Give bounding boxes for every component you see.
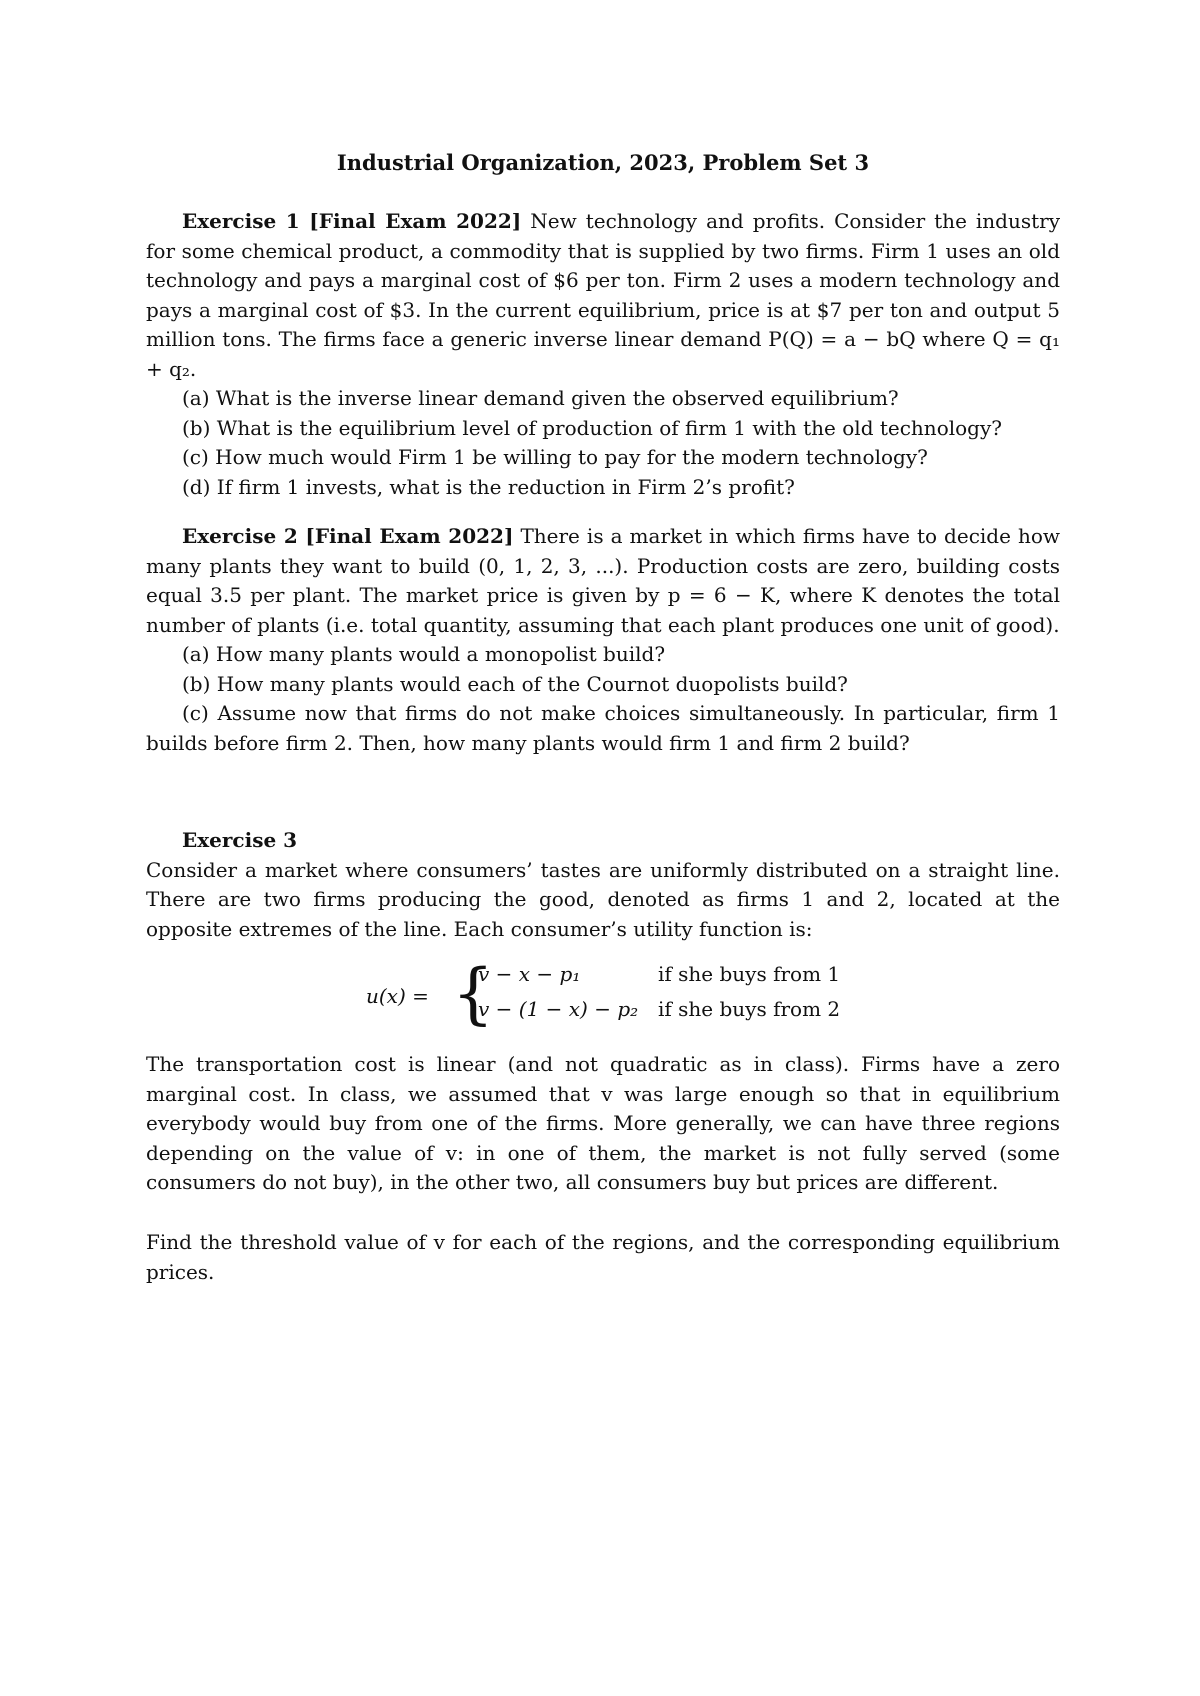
exercise-2 — [146, 522, 1060, 758]
exercise-3-heading: Exercise 3 — [182, 828, 298, 852]
exercise-3-paragraph-2: The transportation cost is linear (and not quadratic as in class). Firms have a zero marginal cost. In class, we assumed that v was large enough so that in equilibrium everybody would buy from one of the firms. More generally, we can have three regions depending on the value of v: in one of them, the market is not fully served (some consumers do not buy), in the other two, all consumers buy but prices are different. — [146, 1052, 1060, 1194]
exercise-2-question-b: (b) How many plants would each of the Cournot duopolists build? — [182, 671, 848, 696]
exercise-1-question-c: (c) How much would Firm 1 be willing to pay for the modern technology? — [182, 445, 928, 469]
exercise-1-heading: Exercise 1 [Final Exam 2022] — [182, 209, 522, 233]
exercise-1-intro: New technology and profits. Consider the industry for some chemical product, a commodity that is supplied by two firms. Firm 1 uses an old technology and pays a marginal cost of $6 per ton. Firm 2 uses a modern technology and pays a marginal cost of $3. In the current equilibrium, price is at $7 per ton and output 5 million tons. The firms face a generic inverse linear demand P(Q) = a − bQ where Q = q₁ + q₂. — [146, 209, 1061, 381]
exercise-3 — [146, 826, 1060, 944]
exercise-1-question-d: (d) If firm 1 invests, what is the reduction in Firm 2’s profit? — [182, 474, 795, 499]
exercise-3-task — [146, 1228, 1060, 1287]
equation-row2-expression: v − (1 − x) − p₂ — [478, 997, 639, 1021]
exercise-2-question-c: (c) Assume now that firms do not make choices simultaneously. In particular, firm 1 builds before firm 2. Then, how many plants would firm 1 and firm 2 build? — [146, 701, 1060, 755]
document-title: Industrial Organization, 2023, Problem Set 3 — [336, 150, 870, 175]
exercise-1 — [146, 207, 1060, 502]
exercise-2-heading: Exercise 2 [Final Exam 2022] — [182, 524, 514, 548]
equation-lhs: u(x) = — [366, 984, 429, 1008]
exercise-3-intro: Consider a market where consumers’ tastes are uniformly distributed on a straight line. There are two firms producing the good, denoted as firms 1 and 2, located at the opposite extremes of the line. Each consumer’s utility function is: — [146, 857, 1060, 941]
left-brace: { — [452, 955, 494, 1032]
exercise-2-question-a: (a) How many plants would a monopolist build? — [182, 642, 666, 666]
equation-row1-expression: v − x − p₁ — [478, 962, 581, 986]
exercise-1-question-a: (a) What is the inverse linear demand given the observed equilibrium? — [182, 386, 899, 410]
utility-equation — [366, 955, 886, 1036]
exercise-3-paragraph-3: Find the threshold value of v for each of the regions, and the corresponding equilibrium prices. — [146, 1230, 1060, 1284]
exercise-3-body — [146, 1050, 1060, 1198]
equation-row2-condition: if she buys from 2 — [658, 997, 841, 1021]
equation-row1-condition: if she buys from 1 — [658, 962, 841, 986]
exercise-1-question-b: (b) What is the equilibrium level of production of firm 1 with the old technology? — [182, 415, 1002, 440]
exercise-2-intro: There is a market in which firms have to decide how many plants they want to build (0, 1, 2, 3, ...). Production costs are zero, building costs equal 3.5 per plant. The market price is given by p = 6 − K, where K denotes the total number of plants (i.e. total quantity, assuming that each plant produces one unit of good). — [146, 524, 1060, 637]
